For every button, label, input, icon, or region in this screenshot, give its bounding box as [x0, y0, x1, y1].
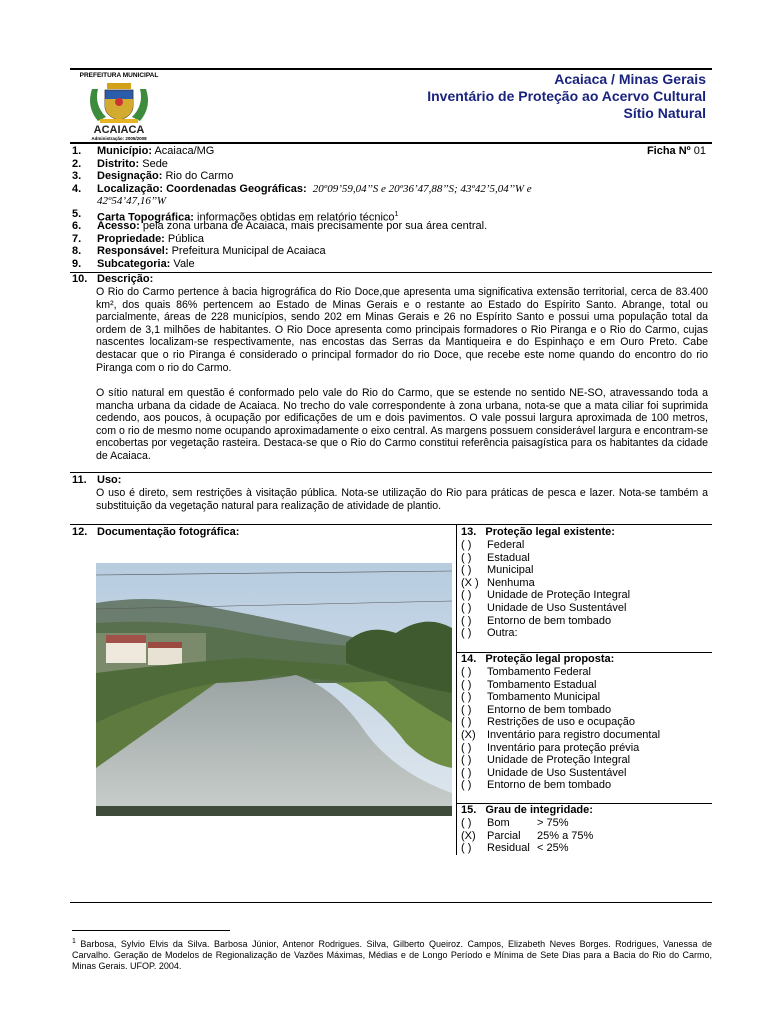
field-value: 42º54’47,16’’W [97, 195, 167, 207]
checkbox-mark: ( ) [461, 678, 472, 691]
checkbox-mark: ( ) [461, 589, 472, 602]
checkbox-label: Entorno de bem tombado [487, 703, 612, 716]
section-title: Documentação fotográfica: [97, 526, 240, 538]
field-municipio [72, 145, 712, 158]
checkbox-mark: ( ) [461, 754, 472, 767]
checkbox-mark: ( ) [461, 564, 472, 577]
field-label: Localização: Coordenadas Geográficas: [97, 182, 307, 195]
checkbox-proposta-sustentavel[interactable] [461, 767, 626, 780]
field-label: Responsável: [97, 245, 169, 257]
checkbox-label: Municipal [487, 564, 534, 577]
checkbox-mark: ( ) [461, 539, 472, 551]
checkbox-mark: (X ) [461, 576, 479, 589]
checkbox-label: Entorno de bem tombado [487, 614, 612, 627]
section-number: 13. [461, 526, 477, 538]
footnote-separator [72, 930, 230, 931]
checkbox-restricoes[interactable] [461, 716, 635, 729]
section-number: 11. [72, 474, 87, 486]
field-label: Município: [97, 145, 152, 157]
descricao-paragraph-1: O Rio do Carmo pertence à bacia higrográfica do Rio Doce,que apresenta uma significativa extensão territorial, cerca de 83.400 km², dos quais 86% pertencem ao Estado de Minas Gerais e o restante ao Estado do Espírito Santo. Abrange, total ou parcialmente, áreas de 228 municípios, sendo 202 em Minas Gerais e 26 no Espírito Santo e possui uma população total da ordem de 3,1 milhões de habitantes. O Rio Doce apresenta como principais formadores o Rio Piranga e o Rio do Carmo, cujas nascentes localizam-se respectivamente, nas encostas das Serras da Mantiqueira e do Espinhaço e em Ouro Preto. Cabe destacar que o rio Piranga é considerado o principal formador do rio Doce, que recebe este nome quando do encontro do rio Piranga com o rio do Carmo. [96, 286, 708, 374]
footnote-mark: 1 [72, 938, 76, 945]
header-category: Sítio Natural [623, 105, 706, 121]
checkbox-mark: ( ) [461, 691, 472, 704]
checkbox-mark: ( ) [461, 766, 472, 779]
checkbox-label: Outra: [487, 627, 518, 640]
footnote [72, 936, 712, 972]
section-title: Uso: [97, 474, 122, 486]
field-acesso [72, 220, 712, 233]
field-number: 7. [72, 232, 82, 245]
rule-bottom-form [70, 902, 712, 903]
field-distrito [72, 158, 712, 171]
checkbox-uso-sustentavel[interactable] [461, 602, 626, 615]
field-value: Vale [173, 257, 195, 270]
field-label: Propriedade: [97, 232, 165, 245]
checkbox-label: Tombamento Municipal [487, 691, 601, 704]
uso-heading [72, 474, 122, 487]
checkbox-mark: (X) [461, 829, 476, 842]
rule-before-uso [70, 472, 712, 473]
range-label: < 25% [537, 842, 569, 855]
field-value: Prefeitura Municipal de Acaiaca [171, 245, 326, 257]
radio-residual[interactable] [461, 842, 569, 855]
field-propriedade [72, 233, 712, 246]
section-title: Grau de integridade: [485, 804, 593, 816]
logo-top-text: PREFEITURA MUNICIPAL [79, 72, 159, 79]
radio-bom[interactable] [461, 817, 569, 830]
footnote-ref: 1 [394, 210, 399, 218]
section-title: Proteção legal existente: [485, 526, 615, 538]
checkbox-label: Inventário para registro documental [487, 729, 661, 741]
column-divider [456, 524, 457, 855]
checkbox-tombamento-federal[interactable] [461, 666, 591, 679]
river-photo [96, 563, 452, 816]
radio-parcial[interactable] [461, 830, 593, 843]
field-subcategoria [72, 258, 712, 271]
checkbox-federal[interactable] [461, 539, 524, 552]
field-value: Acaiaca/MG [154, 145, 215, 157]
checkbox-label: Entorno de bem tombado [487, 779, 612, 792]
field-number: 2. [72, 157, 82, 170]
footnote-text: Barbosa, Sylvio Elvis da Silva. Barbosa Júnior, Antenor Rodrigues. Silva, Gilberto Queiroz. Campos, Elizabeth Neves Borges. Rodrigues, Vanessa de Carvalho. Geração de Modelos de Regionalização de Vazões Máximas, Médias e de Longo Período e Mínima de Sete Dias para a Bacia do Rio do Carmo, Minas Gerais. UFOP. 2004. [72, 939, 712, 971]
checkbox-entorno-tombado[interactable] [461, 704, 611, 717]
checkbox-label: Residual [487, 842, 530, 855]
field-value: Sede [142, 157, 168, 170]
field-number: 4. [72, 182, 82, 195]
section-title: Descrição: [97, 273, 154, 285]
section-number: 15. [461, 804, 477, 816]
checkbox-mark: ( ) [461, 741, 472, 754]
descricao-heading [72, 273, 154, 286]
field-label: Subcategoria: [97, 257, 171, 270]
checkbox-estadual[interactable] [461, 552, 530, 565]
field-responsavel [72, 245, 712, 258]
checkbox-municipal[interactable] [461, 564, 533, 577]
field-value: Pública [167, 232, 204, 245]
coat-of-arms-icon [78, 81, 160, 125]
field-localizacao-cont [72, 195, 712, 208]
rule-before-photo [70, 524, 712, 525]
field-value: pela zona urbana de Acaiaca, mais precisamente por sua área central. [142, 220, 488, 232]
checkbox-label: Inventário para proteção prévia [487, 741, 640, 754]
checkbox-label: Estadual [487, 551, 530, 564]
logo [78, 72, 160, 142]
checkbox-mark: ( ) [461, 716, 472, 729]
checkbox-label: Bom [487, 817, 510, 829]
checkbox-inventario-protecao[interactable] [461, 742, 639, 755]
field-number: 5. [72, 207, 82, 220]
checkbox-mark: ( ) [461, 703, 472, 716]
checkbox-label: Tombamento Estadual [487, 678, 597, 691]
field-value: Rio do Carmo [165, 170, 234, 182]
section-title: Proteção legal proposta: [485, 653, 615, 665]
checkbox-label: Nenhuma [487, 576, 535, 589]
field-label: Acesso: [97, 220, 140, 232]
checkbox-mark: ( ) [461, 842, 472, 855]
checkbox-mark: ( ) [461, 551, 472, 564]
ficha-value: 01 [693, 145, 706, 157]
protecao-existente-heading [461, 526, 615, 539]
uso-text: O uso é direto, sem restrições à visitação pública. Nota-se utilização do Rio para práticas de pesca e lazer. Nota-se também a substituição da vegetação natural para realização de atividade de plantio. [96, 487, 708, 512]
checkbox-tombamento-estadual[interactable] [461, 679, 596, 692]
checkbox-mark: (X) [461, 729, 476, 741]
checkbox-mark: ( ) [461, 779, 472, 792]
checkbox-mark: ( ) [461, 627, 472, 640]
section-number: 10. [72, 273, 88, 285]
field-carta [72, 207, 712, 224]
logo-sub: Administração: 2005/2008 [91, 136, 147, 141]
checkbox-label: Unidade de Uso Sustentável [487, 602, 627, 614]
range-label: > 75% [537, 817, 569, 829]
checkbox-label: Unidade de Proteção Integral [487, 754, 631, 767]
rule-before-descricao [70, 272, 712, 273]
field-localizacao [72, 183, 712, 196]
field-label: Designação: [97, 170, 163, 182]
descricao-paragraph-2: O sítio natural em questão é conformado pelo vale do Rio do Carmo, que se estende no sentido NE-SO, atravessando toda a mancha urbana da cidade de Acaiaca. No trecho do vale correspondente à zona urbana, nota-se que a mata ciliar foi suprimida cedendo, aos poucos, à ocupação por edificações de um e dois pavimentos. O vale possui largura aproximada de 100 metros, com o rio de mesmo nome ocupando aproximadamente o eixo central. As margens possuem considerável largura e encontram-se encobertas por vegetação rasteira. Destaca-se que o Rio do Carmo constitui referência paisagística para os habitantes da cidade de Acaiaca. [96, 387, 708, 462]
checkbox-tombamento-municipal[interactable] [461, 691, 600, 704]
checkbox-mark: ( ) [461, 817, 472, 829]
field-label: Carta Topográfica: [97, 211, 194, 224]
field-value: informações obtidas em relatório técnico [197, 211, 395, 224]
doc-foto-heading [72, 526, 240, 539]
range-label: 25% a 75% [537, 829, 594, 842]
checkbox-protecao-integral[interactable] [461, 589, 630, 602]
logo-name: ACAIACA [93, 124, 145, 136]
checkbox-mark: ( ) [461, 614, 472, 627]
checkbox-proposta-integral[interactable] [461, 754, 630, 767]
field-number: 1. [72, 145, 82, 157]
checkbox-mark: ( ) [461, 602, 472, 614]
field-label: Distrito: [97, 157, 140, 170]
checkbox-nenhuma[interactable] [461, 577, 535, 590]
checkbox-label: Federal [487, 539, 525, 551]
header-inventory: Inventário de Proteção ao Acervo Cultural [427, 88, 706, 104]
checkbox-inventario-registro[interactable] [461, 729, 660, 742]
protecao-proposta-heading [461, 653, 614, 666]
ficha-label: Ficha Nº [646, 145, 691, 157]
checkbox-label: Parcial [487, 829, 521, 842]
top-rule [70, 68, 712, 70]
section-number: 14. [461, 653, 477, 665]
header-bottom-rule [70, 142, 712, 144]
checkbox-proposta-entorno[interactable] [461, 779, 611, 792]
checkbox-label: Unidade de Proteção Integral [487, 589, 631, 602]
checkbox-label: Restrições de uso e ocupação [487, 716, 635, 729]
field-number: 9. [72, 257, 82, 270]
checkbox-outra[interactable] [461, 627, 518, 640]
field-number: 8. [72, 245, 82, 257]
checkbox-entorno[interactable] [461, 615, 611, 628]
checkbox-label: Tombamento Federal [487, 666, 591, 678]
integridade-heading [461, 804, 593, 817]
field-designacao [72, 170, 712, 183]
field-value: 20º09’59,04’’S e 20º36’47,88’’S; 43º42’5,04’’W e [312, 182, 532, 195]
section-number: 12. [72, 526, 88, 538]
checkbox-mark: ( ) [461, 666, 472, 678]
field-number: 6. [72, 220, 82, 232]
header-city: Acaiaca / Minas Gerais [554, 71, 706, 87]
field-number: 3. [72, 170, 82, 182]
checkbox-label: Unidade de Uso Sustentável [487, 766, 627, 779]
